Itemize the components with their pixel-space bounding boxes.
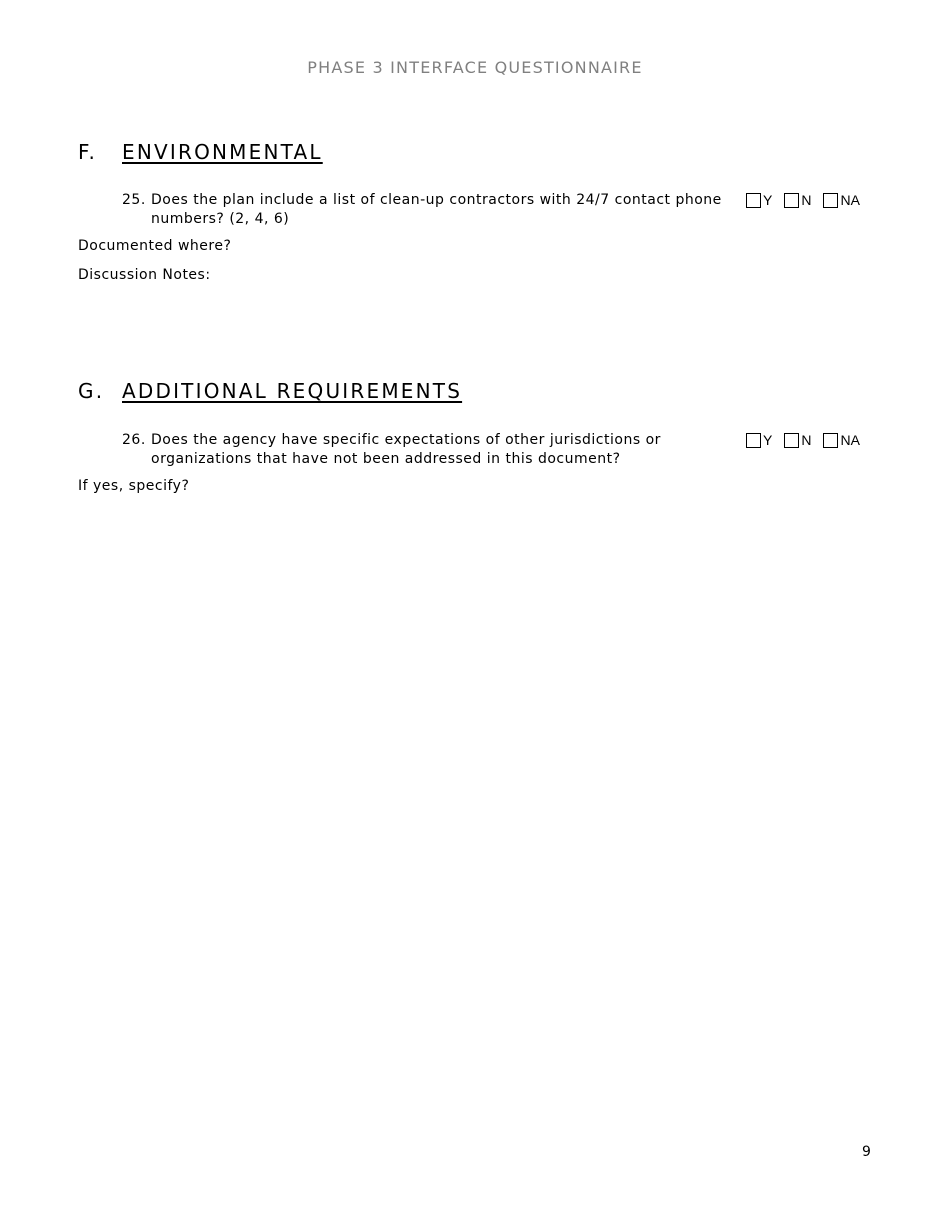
section-letter: F.: [78, 140, 98, 164]
option-label: NA: [840, 432, 860, 448]
option-label: NA: [840, 192, 860, 208]
page-header: PHASE 3 INTERFACE QUESTIONNAIRE: [307, 58, 643, 77]
option-label: Y: [763, 432, 773, 448]
option-label: Y: [763, 192, 773, 208]
question-25: [122, 191, 722, 229]
checkbox-icon[interactable]: [746, 193, 761, 208]
question-26: [122, 431, 722, 469]
option-no[interactable]: [784, 192, 811, 208]
option-na[interactable]: [823, 432, 859, 448]
question-number: 26.: [122, 432, 146, 448]
if-yes-specify-label: If yes, specify?: [78, 478, 190, 494]
section-title: ADDITIONAL REQUIREMENTS: [122, 379, 463, 403]
question-text: Does the plan include a list of clean-up contractors with 24/7 contact phone numbers? (2, 4, 6): [151, 192, 722, 227]
checkbox-icon[interactable]: [746, 433, 761, 448]
question-number: 25.: [122, 192, 146, 208]
option-yes[interactable]: [746, 432, 772, 448]
option-yes[interactable]: [746, 192, 772, 208]
section-heading-additional-requirements: [78, 379, 462, 403]
discussion-notes-label: Discussion Notes:: [78, 267, 211, 283]
checkbox-icon[interactable]: [823, 193, 838, 208]
section-letter: G.: [78, 379, 105, 403]
option-na[interactable]: [823, 192, 859, 208]
question-25-options: [746, 192, 860, 208]
question-26-options: [746, 432, 860, 448]
option-label: N: [801, 432, 812, 448]
checkbox-icon[interactable]: [784, 433, 799, 448]
section-heading-environmental: [78, 140, 323, 164]
section-title: ENVIRONMENTAL: [122, 140, 323, 164]
checkbox-icon[interactable]: [823, 433, 838, 448]
checkbox-icon[interactable]: [784, 193, 799, 208]
documented-where-label: Documented where?: [78, 238, 232, 254]
page-number: 9: [862, 1144, 871, 1160]
option-no[interactable]: [784, 432, 811, 448]
question-text: Does the agency have specific expectations of other jurisdictions or organizations that have not been addressed in this document?: [151, 432, 661, 467]
option-label: N: [801, 192, 812, 208]
